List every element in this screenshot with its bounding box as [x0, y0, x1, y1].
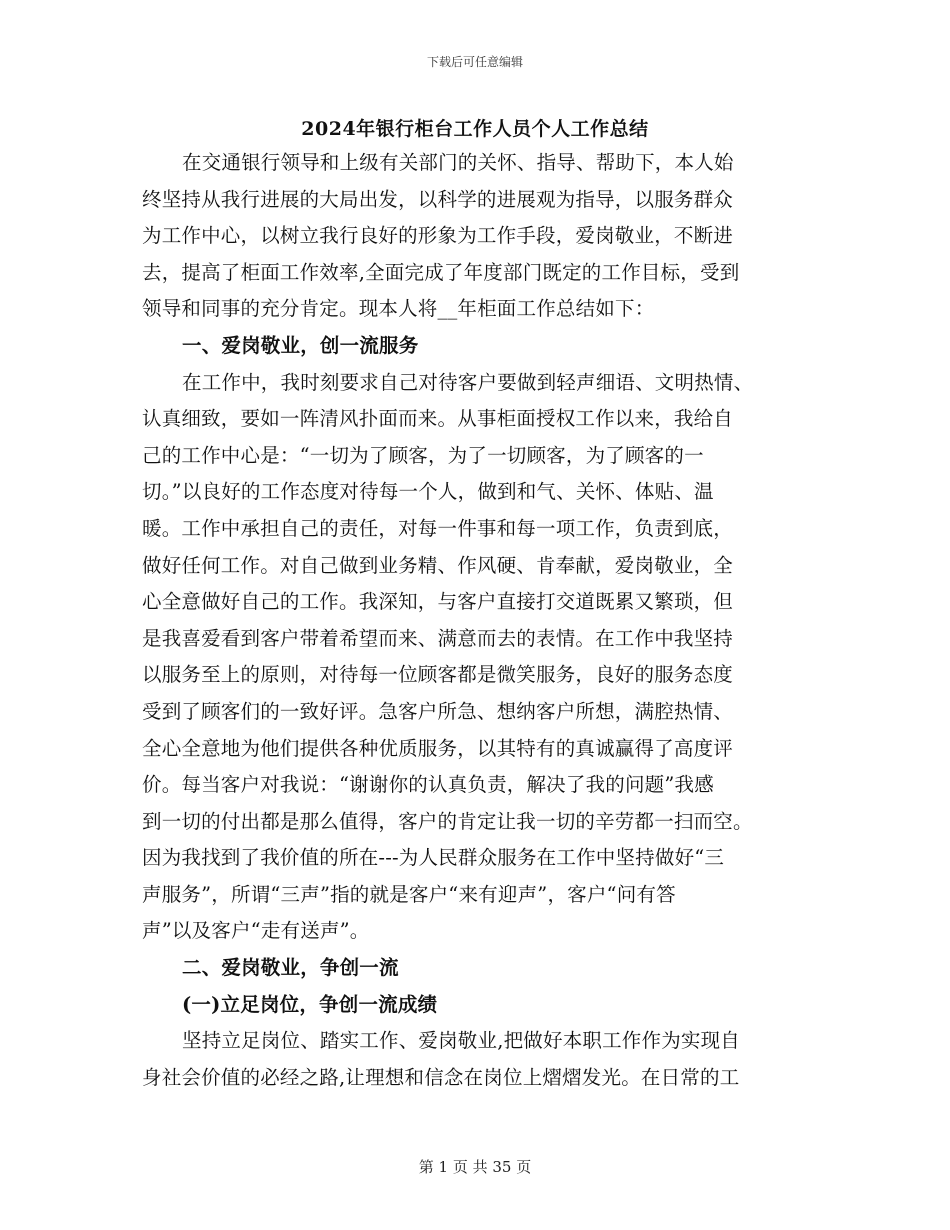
paragraph-line: 身社会价值的必经之路,让理想和信念在岗位上熠熠发光。在日常的工: [142, 1065, 740, 1089]
document-title: 2024年银行柜台工作人员个人工作总结: [301, 118, 649, 140]
paragraph-line: 受到了顾客们的一致好评。急客户所急、想纳客户所想，满腔热情、: [142, 699, 734, 723]
paragraph-line: 坚持立足岗位、踏实工作、爱岗敬业,把做好本职工作作为实现自: [182, 1029, 740, 1053]
paragraph-line: 心全意做好自己的工作。我深知，与客户直接打交道既累又繁琐，但: [142, 590, 734, 614]
paragraph-line: 终坚持从我行进展的大局出发，以科学的进展观为指导，以服务群众: [142, 187, 734, 211]
page-number: 第 1 页 共 35 页: [418, 1158, 532, 1176]
document-body: [142, 145, 810, 1096]
paragraph-line: 到一切的付出都是那么值得，客户的肯定让我一切的辛劳都一扫而空。: [142, 809, 753, 833]
section-heading: 一、爱岗敬业，创一流服务: [182, 333, 419, 357]
paragraph-line: 声”以及客户“走有送声”。: [142, 919, 370, 943]
paragraph-line: 在交通银行领导和上级有关部门的关怀、指导、帮助下，本人始: [182, 151, 734, 174]
paragraph-line: 己的工作中心是：“一切为了顾客，为了一切顾客，为了顾客的一: [142, 443, 704, 467]
paragraph-line: 是我喜爱看到客户带着希望而来、满意而去的表情。在工作中我坚持: [142, 626, 734, 650]
paragraph-line: 以服务至上的原则，对待每一位顾客都是微笑服务，良好的服务态度: [142, 663, 734, 687]
paragraph-line: 认真细致，要如一阵清风扑面而来。从事柜面授权工作以来，我给自: [142, 407, 734, 431]
paragraph-line: 因为我找到了我价值的所在---为人民群众服务在工作中坚持做好“三: [142, 846, 725, 870]
paragraph-line: 去，提高了柜面工作效率,全面完成了年度部门既定的工作目标，受到: [142, 260, 740, 284]
paragraph-line: 领导和同事的充分肯定。现本人将__年柜面工作总结如下：: [142, 297, 655, 321]
paragraph-line: 在工作中，我时刻要求自己对待客户要做到轻声细语、文明热情、: [182, 370, 754, 394]
section-heading: 二、爱岗敬业，争创一流: [182, 956, 399, 980]
header-note: 下载后可任意编辑: [426, 55, 523, 69]
paragraph-line: 做好任何工作。对自己做到业务精、作风硬、肯奉献，爱岗敬业，全: [142, 553, 734, 577]
paragraph-line: 暖。工作中承担自己的责任，对每一件事和每一项工作，负责到底，: [142, 516, 734, 540]
paragraph-line: 声服务”，所谓“三声”指的就是客户“来有迎声”，客户“问有答: [142, 882, 676, 906]
subsection-heading: (一)立足岗位，争创一流成绩: [182, 992, 438, 1016]
paragraph-line: 为工作中心，以树立我行良好的形象为工作手段，爱岗敬业，不断进: [142, 224, 734, 248]
paragraph-line: 全心全意地为他们提供各种优质服务，以其特有的真诚赢得了高度评: [142, 736, 734, 760]
paragraph-line: 价。每当客户对我说：“谢谢你的认真负责，解决了我的问题”我感: [142, 773, 714, 797]
paragraph-line: 切。”以良好的工作态度对待每一个人，做到和气、关怀、体贴、温: [142, 480, 714, 504]
